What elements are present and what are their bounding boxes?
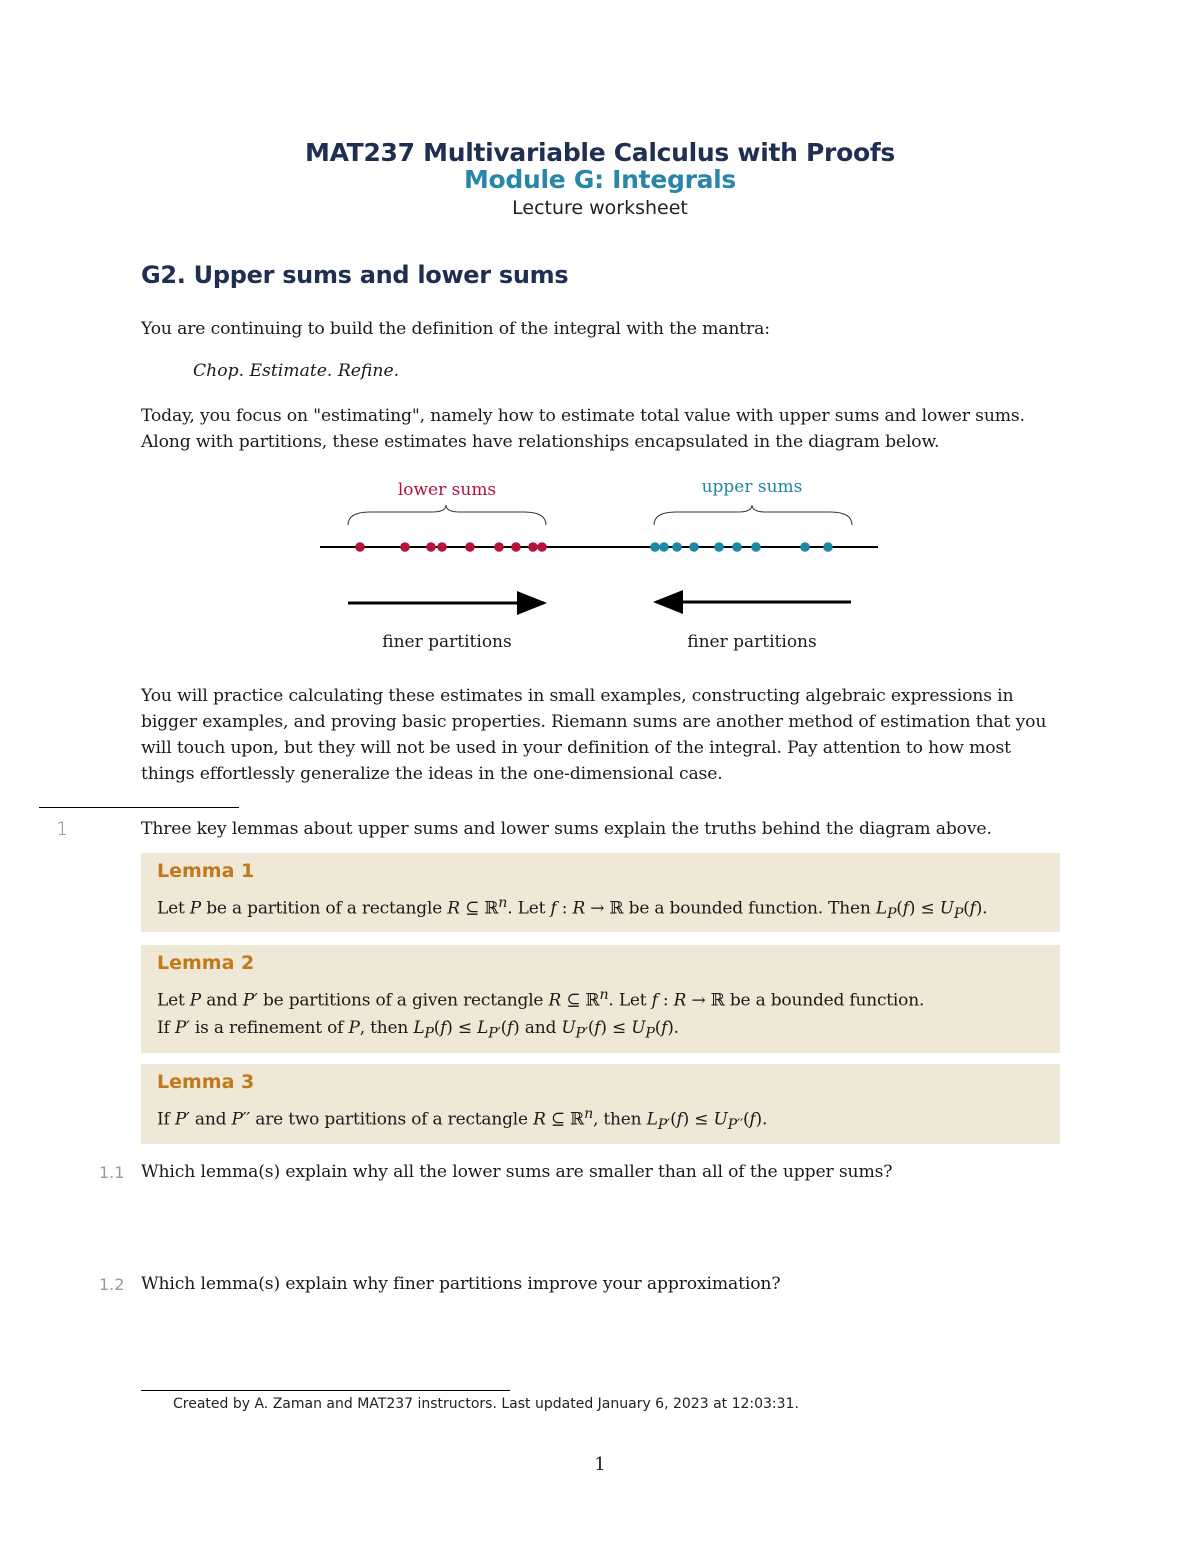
upper-sum-point bbox=[751, 542, 761, 552]
lemma-title: Lemma 2 bbox=[157, 952, 255, 974]
footnote: Created by A. Zaman and MAT237 instructors. Last updated January 6, 2023 at 12:03:31. bbox=[173, 1396, 799, 1412]
upper-sum-point bbox=[823, 542, 833, 552]
subquestion-text: Which lemma(s) explain why finer partitions improve your approximation? bbox=[141, 1274, 781, 1294]
question-text: Three key lemmas about upper sums and lower sums explain the truths behind the diagram above. bbox=[141, 819, 992, 839]
module-title: Module G: Integrals bbox=[463, 165, 737, 194]
upper-sum-point bbox=[689, 542, 699, 552]
lower-sum-point bbox=[437, 542, 447, 552]
finer-partitions-label-left: finer partitions bbox=[382, 632, 512, 652]
lemma-box-3 bbox=[141, 1064, 1060, 1144]
upper-sum-point bbox=[714, 542, 724, 552]
upper-sums-label: upper sums bbox=[701, 477, 803, 497]
lemma-statement: If P′ and P′′ are two partitions of a rectangle R ⊆ ℝ$^n$, then $L_{P'}(f) \le U_{P''}(f)$. bbox=[157, 1106, 768, 1134]
lemma-box-1 bbox=[141, 853, 1060, 932]
lower-sum-point bbox=[426, 542, 436, 552]
lower-brace bbox=[348, 505, 546, 525]
document-subtitle: Lecture worksheet bbox=[512, 197, 688, 219]
sums-diagram bbox=[300, 465, 900, 660]
subquestion-number: 1.1 bbox=[99, 1163, 125, 1182]
lemma-statement: Let P be a partition of a rectangle R ⊆ ℝ$^n$. Let f : R → ℝ be a bounded function. Then $L_P(f) \le U_P(f)$. bbox=[157, 895, 988, 923]
subquestion-text: Which lemma(s) explain why all the lower sums are smaller than all of the upper sums? bbox=[141, 1162, 893, 1182]
upper-sum-points bbox=[650, 542, 833, 552]
upper-sum-point bbox=[800, 542, 810, 552]
lemma-title: Lemma 3 bbox=[157, 1071, 255, 1093]
lower-sum-point bbox=[494, 542, 504, 552]
page-number: 1 bbox=[594, 1454, 606, 1475]
upper-sum-point bbox=[650, 542, 660, 552]
lower-sum-point bbox=[400, 542, 410, 552]
footnote-divider bbox=[141, 1390, 510, 1391]
lower-sum-point bbox=[511, 542, 521, 552]
intro-paragraph: You are continuing to build the definition of the integral with the mantra: bbox=[141, 319, 770, 339]
upper-sum-point bbox=[672, 542, 682, 552]
lemma-title: Lemma 1 bbox=[157, 860, 255, 882]
upper-sum-point bbox=[732, 542, 742, 552]
practice-paragraph: You will practice calculating these estimates in small examples, constructing algebraic expressions in bigger examples, and proving basic properties. Riemann sums are another method of estimation that you will touch upon, but they will not be used in your definition of the integral. Pay attention to how most things effortlessly generalize the ideas in the one-dimensional case. bbox=[141, 686, 1047, 784]
lower-sum-point bbox=[528, 542, 538, 552]
lower-sum-point bbox=[537, 542, 547, 552]
finer-partitions-label-right: finer partitions bbox=[687, 632, 817, 652]
mantra-text: Chop. Estimate. Refine. bbox=[193, 361, 400, 381]
lower-sums-label: lower sums bbox=[397, 480, 497, 500]
upper-sum-point bbox=[659, 542, 669, 552]
question-number: 1 bbox=[56, 818, 69, 840]
document-title: MAT237 Multivariable Calculus with Proofs bbox=[305, 138, 895, 167]
question-divider bbox=[39, 807, 239, 808]
lower-sum-point bbox=[465, 542, 475, 552]
lemma-statement: Let P and P′ be partitions of a given rectangle R ⊆ ℝ$^n$. Let f : R → ℝ be a bounded function. If P′ is a refinement of P, then $L_P(f) \le L_{P'}(f)$ and $U_{P'}(f) \le U_P(f)$. bbox=[157, 987, 925, 1042]
lemma-box-2 bbox=[141, 945, 1060, 1053]
lower-sum-point bbox=[355, 542, 365, 552]
section-title: G2. Upper sums and lower sums bbox=[141, 261, 569, 289]
subquestion-number: 1.2 bbox=[99, 1275, 125, 1294]
upper-brace bbox=[654, 505, 852, 525]
today-paragraph: Today, you focus on "estimating", namely how to estimate total value with upper sums and lower sums. Along with partitions, these estimates have relationships encapsulated in the diagram below. bbox=[141, 406, 1025, 452]
